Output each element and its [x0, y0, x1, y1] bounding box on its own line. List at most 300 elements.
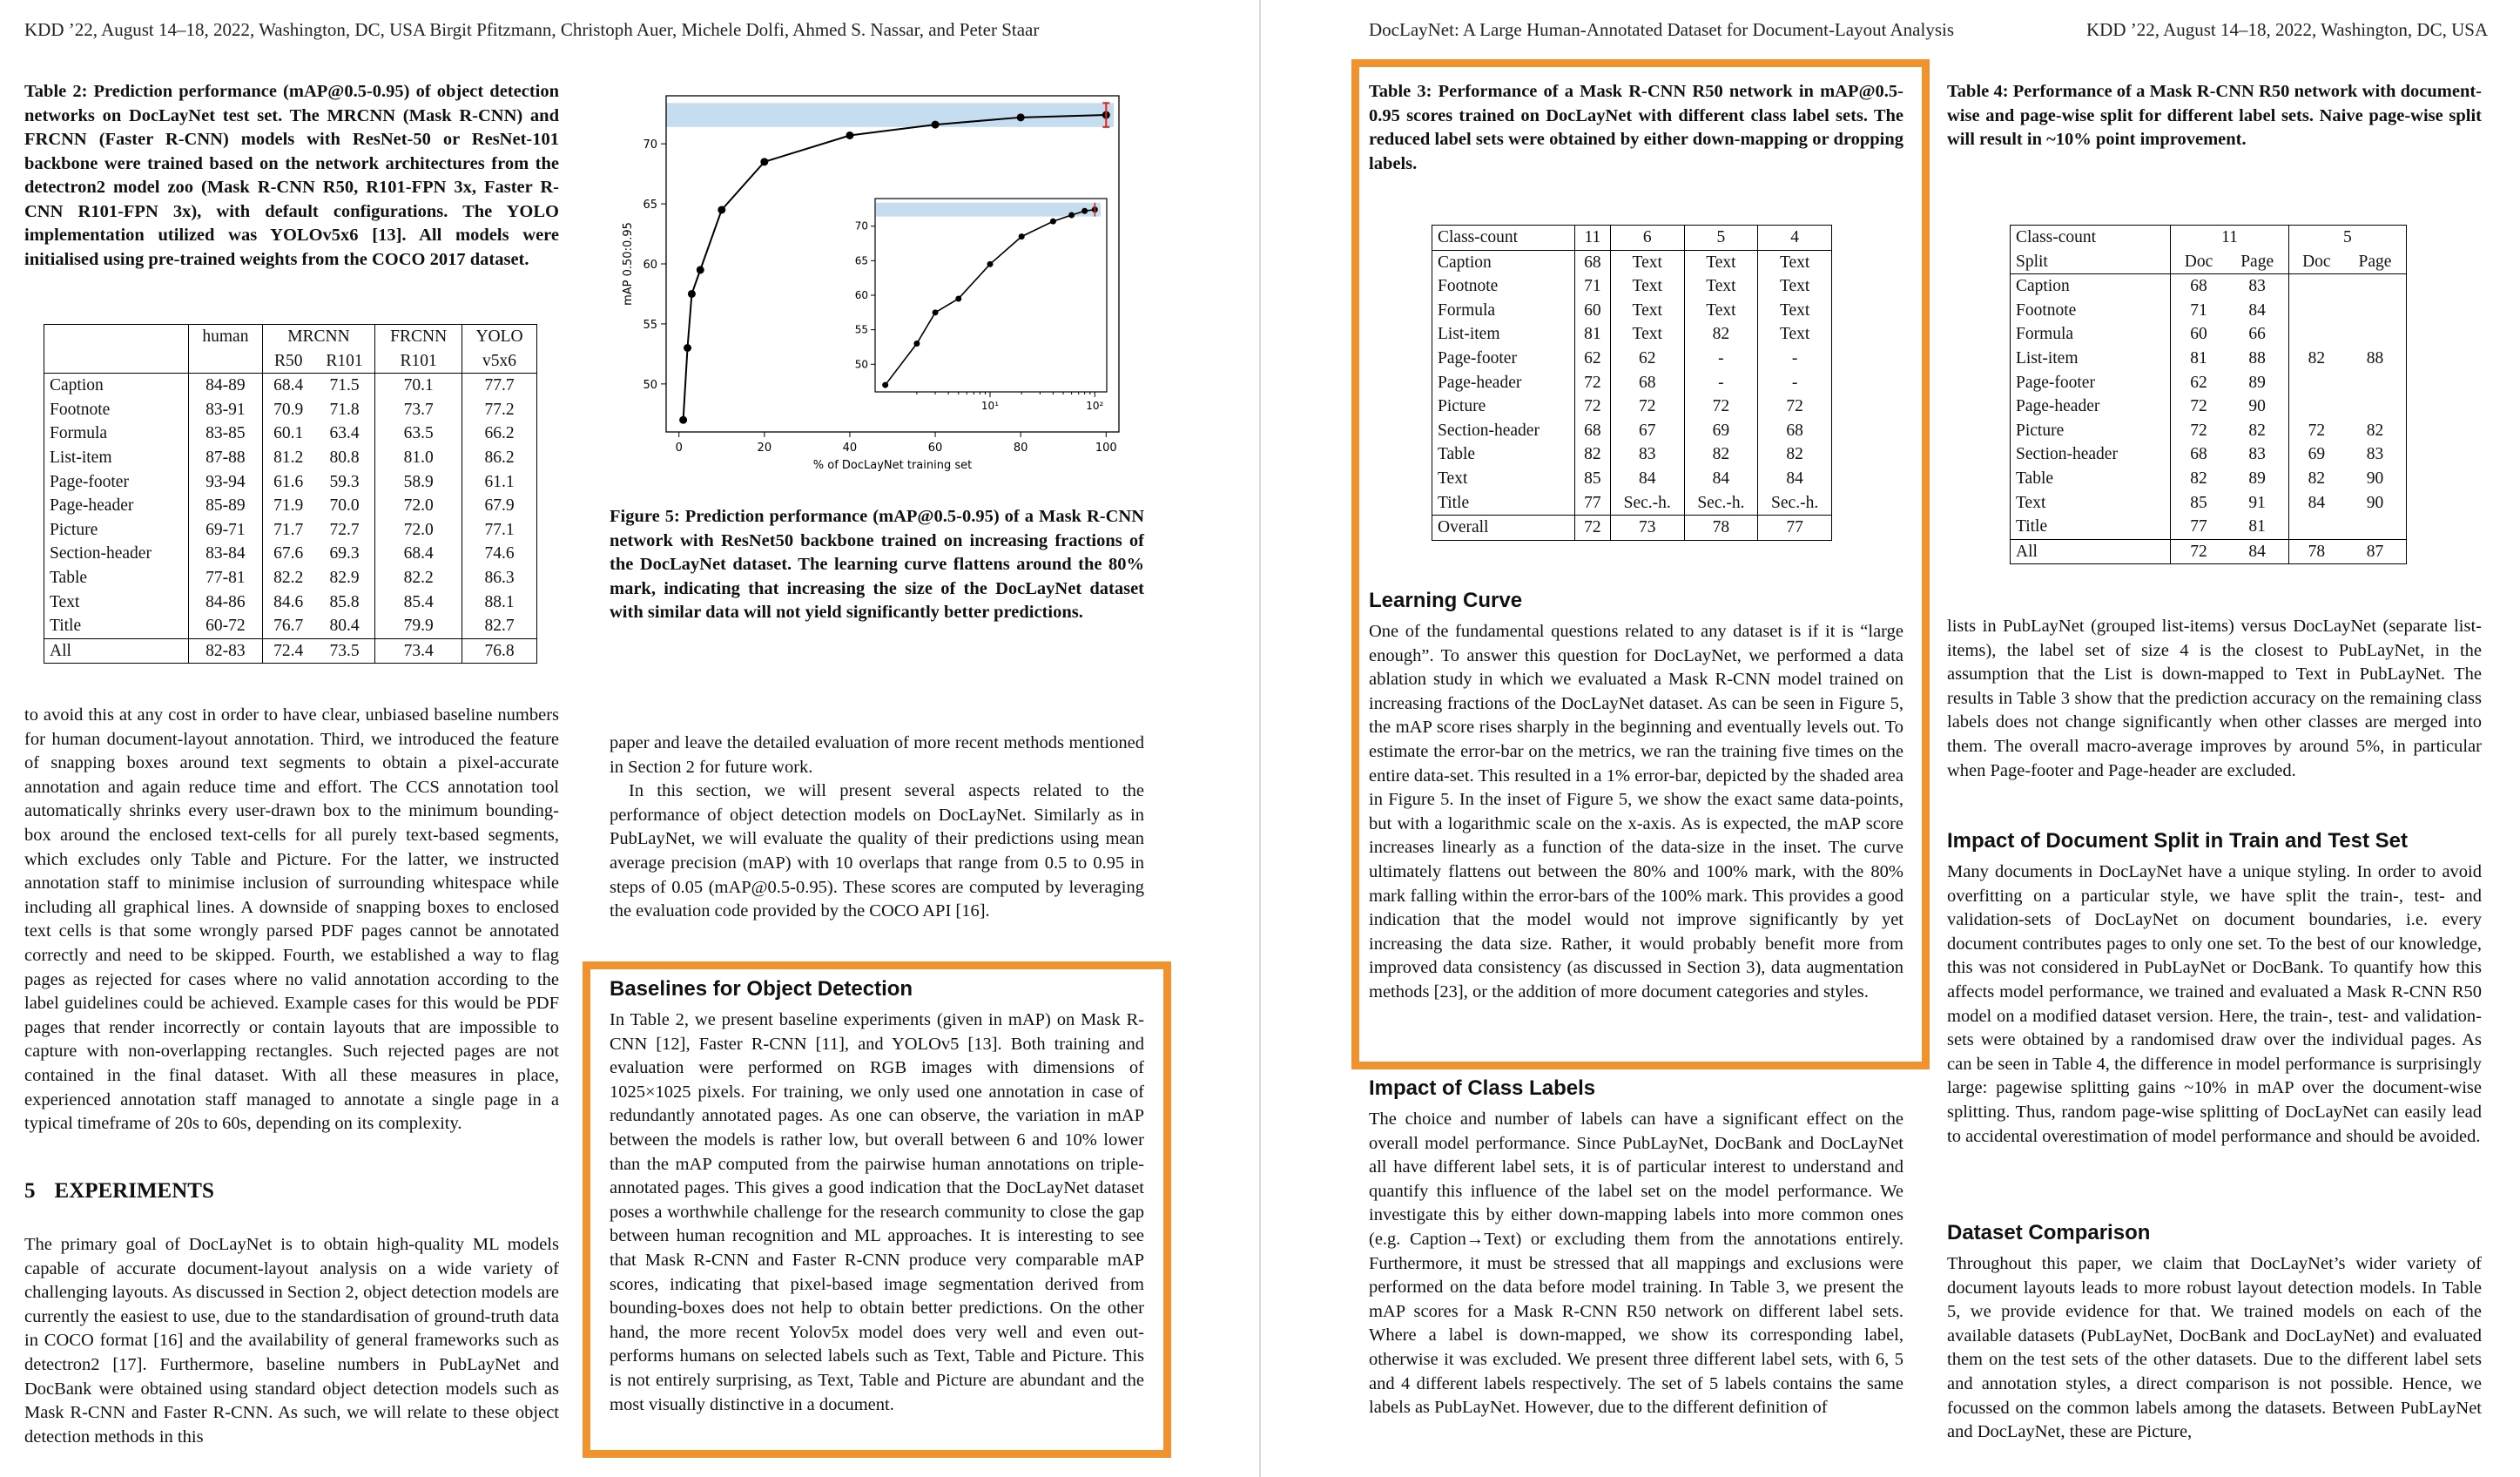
table-cell: 73.5	[314, 638, 375, 664]
table-cell: List-item	[1432, 322, 1575, 347]
table-cell: 82	[1574, 442, 1610, 467]
table-cell: 77.2	[462, 398, 537, 422]
table-cell: 81.2	[273, 448, 304, 467]
inset-y-tick-label: 60	[854, 289, 868, 301]
col2-text	[610, 732, 1144, 924]
table-cell	[2288, 515, 2344, 539]
table-cell: Footnote	[2011, 299, 2171, 323]
table-cell	[2288, 299, 2344, 323]
table-cell: 82	[1684, 322, 1758, 347]
table-cell: 6	[1610, 226, 1684, 251]
subsection-title: Impact of Class Labels	[1369, 1076, 1596, 1100]
table-cell: 71.9	[273, 496, 304, 516]
section-number: 5	[24, 1179, 36, 1203]
table-cell: Caption	[1432, 250, 1575, 274]
table-cell	[44, 349, 189, 374]
table-total-row	[44, 638, 537, 664]
data-point	[679, 416, 687, 424]
learning-curve-section	[1369, 589, 1903, 1005]
table-cell	[2288, 371, 2344, 395]
table-cell: Text	[1758, 299, 1832, 323]
table-row	[1432, 395, 1832, 419]
table-cell: 11	[2171, 226, 2288, 250]
table-cell: 82-83	[189, 638, 262, 664]
table-cell: 72	[1574, 516, 1610, 541]
paragraph: paper and leave the detailed evaluation of more recent methods mentioned in Section 2 for future work.	[610, 733, 1144, 777]
table-cell: 73	[1610, 516, 1684, 541]
table-cell: 62	[1610, 347, 1684, 371]
table-cell: 85.8	[314, 590, 375, 615]
table2-caption: Table 2: Prediction performance (mAP@0.5-0.95) of object detection networks on DocLayNet test set. The MRCNN (Mask R-CNN) and FRCNN (Faster R-CNN) models with ResNet-50 or ResNet-101 backbone were trained based on the network architectures from the detectron2 model zoo (Mask R-CNN R50, R101-FPN 3x, Faster R-CNN R101-FPN 3x), with default configurations. The YOLO implementation utilized was YOLOv5x6 [13]. All models were initialised using pre-trained weights from the COCO 2017 dataset.	[24, 82, 559, 269]
table4	[2010, 225, 2407, 564]
table-cell: 77	[2190, 517, 2207, 536]
table-cell: 69.3	[314, 542, 375, 566]
table-row	[44, 374, 537, 398]
table-cell: 60.1	[273, 424, 304, 443]
table-cell: 76.7	[273, 617, 304, 636]
table-cell: Text	[1758, 250, 1832, 274]
table-row	[1432, 371, 1832, 395]
table-row	[44, 542, 537, 566]
table-cell: 72.0	[375, 518, 462, 543]
table-cell: Split	[2011, 250, 2171, 274]
table-cell: 83-84	[189, 542, 262, 566]
table-cell: 71.7	[273, 520, 304, 539]
x-tick-label: 80	[1013, 442, 1028, 455]
table-cell: -	[1684, 347, 1758, 371]
error-band	[666, 103, 1114, 127]
table-cell: Text	[1684, 274, 1758, 299]
doc-split-paragraph: Many documents in DocLayNet have a unique styling. In order to avoid overfitting on a particular style, we have split the train-, test- and validation-sets of DocLayNet on document boundaries, i.e. every document contributes pages to only one set. To the best of our knowledge, this was not considered in PubLayNet or DocBank. To quantify how this affects model performance, we trained and evaluated a Mask R-CNN R50 model on a modified dataset version. Here, the train-, test- and validation-sets were obtained by a randomised draw over the individual pages. As can be seen in Table 4, the difference in model performance is surprisingly large: pagewise splitting gains ~10% in mAP over the document-wise splitting. Thus, random page-wise splitting of DocLayNet can easily lead to accidental overestimation of model performance and should be avoided.	[1947, 862, 2482, 1146]
table-cell: R101	[375, 349, 462, 374]
table-cell	[2344, 322, 2407, 347]
table-cell: Caption	[44, 374, 189, 398]
table-cell: 70.0	[314, 494, 375, 518]
table-cell	[2288, 274, 2344, 299]
table-cell: 84-89	[189, 374, 262, 398]
table-cell: 90	[2344, 467, 2407, 491]
y-tick-label: 70	[643, 138, 657, 152]
table-cell: Text	[1610, 274, 1684, 299]
table-cell: 82.7	[462, 614, 537, 638]
table-cell: Class-count	[2011, 226, 2171, 250]
table-cell: MRCNN	[262, 325, 375, 349]
table-cell: Text	[1684, 299, 1758, 323]
table-cell: Picture	[2011, 419, 2171, 443]
table-row	[2011, 491, 2407, 516]
table-cell: Page-header	[1432, 371, 1575, 395]
table-row	[1432, 347, 1832, 371]
table-cell: Caption	[2011, 274, 2171, 299]
table-cell: Page	[2227, 250, 2289, 274]
table-cell	[2344, 274, 2407, 299]
table-cell: 71	[1574, 274, 1610, 299]
table-cell: 88	[2227, 347, 2289, 371]
class-labels-paragraph: The choice and number of labels can have a significant effect on the overall model performance. Since PubLayNet, DocBank and DocLayNet all have different label sets, it is of particular interest to understand and quantify this influence of the label set on the model performance. We investigate this by either down-mapping labels into more common ones (e.g. Caption→Text) or excluding them from the annotations entirely. Furthermore, it must be stressed that all mappings and exclusions were performed on the data before model training. In Table 3, we present the mAP scores for a Mask R-CNN R50 network on different label sets. Where a label is down-mapped, we show its corresponding label, otherwise it was excluded. We present three different label sets, with 6, 5 and 4 different labels respectively. The set of 5 labels contains the same labels as PubLayNet. However, due to the different definition of	[1369, 1109, 1903, 1418]
table-cell: Table	[2011, 467, 2171, 491]
table-cell: 68	[2190, 445, 2207, 464]
table-cell: 82.9	[314, 566, 375, 590]
table-cell: 89	[2227, 371, 2289, 395]
data-point	[846, 132, 853, 139]
table-cell: Text	[1610, 322, 1684, 347]
table-cell: YOLO	[462, 325, 537, 349]
table-cell: 81.0	[375, 446, 462, 470]
table-cell: Formula	[44, 422, 189, 446]
table-cell: 82	[1684, 442, 1758, 467]
table-cell: 5	[1684, 226, 1758, 251]
data-point	[688, 290, 696, 298]
subsection-title: Impact of Document Split in Train and Test Set	[1947, 829, 2408, 853]
table-row	[1432, 322, 1832, 347]
table-cell: 84.6	[273, 592, 304, 611]
table-cell: 88.1	[462, 590, 537, 615]
table-cell: Section-header	[1432, 419, 1575, 443]
col1-paragraph: to avoid this at any cost in order to have clear, unbiased baseline numbers for human document-layout annotation. Third, we introduced the feature of snapping boxes around text segments to obtain a pixel-accurate annotation and again reduce time and effort. The CCS annotation tool automatically shrinks every user-drawn box to the minimum bounding-box around the enclosed text-cells for all purely text-based segments, which excludes only Table and Picture. For the latter, we instructed annotation staff to minimise inclusion of surrounding whitespace while including all graphical lines. A downside of snapping boxes to enclosed text cells is that some wrongly parsed PDF pages cannot be annotated correctly and need to be skipped. Fourth, we established a way to flag pages as rejected for cases where no valid annotation according to the label guidelines could be achieved. Example cases for this would be PDF pages that render incorrectly or contain layouts that are impossible to capture with non-overlapping rectangles. Such rejected pages are not contained in the final dataset. With all these measures in place, experienced annotation staff managed to annotate a single page in a typical timeframe of 20s to 60s, depending on its complexity.	[24, 705, 559, 1134]
table-cell: 81	[2227, 515, 2289, 539]
table-row	[1432, 491, 1832, 516]
inset-x-tick-label: 10²	[1086, 400, 1104, 412]
paragraph: In this section, we will present several aspects related to the performance of object detection models on DocLayNet. Similarly as in PubLayNet, we will evaluate the quality of their predictions using mean average precision (mAP) with 10 overlaps that range from 0.5 to 0.95 in steps of 0.05 (mAP@0.5-0.95). These scores are computed by leveraging the evaluation code provided by the COCO API [16].	[610, 781, 1144, 921]
table-row	[44, 446, 537, 470]
table-cell: 85	[1574, 467, 1610, 491]
inset-y-tick-label: 70	[854, 219, 868, 233]
table-cell: 4	[1758, 226, 1832, 251]
table-cell: Sec.-h.	[1758, 491, 1832, 516]
table-cell: 84	[1684, 467, 1758, 491]
table-cell: v5x6	[462, 349, 537, 374]
table-cell: 86.3	[462, 566, 537, 590]
figure5-chart	[605, 87, 1128, 488]
table-cell: 77.7	[462, 374, 537, 398]
table-cell	[44, 325, 189, 349]
table-cell: List-item	[2011, 347, 2171, 371]
table-row	[2011, 467, 2407, 491]
inset-frame	[875, 199, 1107, 392]
x-tick-label: 20	[757, 442, 772, 455]
data-point	[760, 158, 768, 165]
figure5-caption: Figure 5: Prediction performance (mAP@0.5-0.95) of a Mask R-CNN network with ResNet50 backbone trained on increasing fractions of the DocLayNet dataset. The learning curve flattens around the 80% mark, indicating that increasing the size of the DocLayNet dataset with similar data will not yield significantly better predictions.	[610, 507, 1144, 622]
table-row	[1432, 467, 1832, 491]
table-cell: 78	[1684, 516, 1758, 541]
table-cell: 93-94	[189, 470, 262, 495]
table-cell: Text	[2011, 491, 2171, 516]
y-tick-label: 50	[643, 378, 657, 392]
learning-curve-paragraph: One of the fundamental questions related to any dataset is if it is “large enough”. To answer this question for DocLayNet, we performed a data ablation study in which we evaluated a Mask R-CNN model trained on increasing fractions of the DocLayNet dataset. As can be seen in Figure 5, the mAP score rises sharply in the beginning and eventually levels out. To estimate the error-bar on the metrics, we ran the training five times on the entire data-set. This resulted in a 1% error-bar, depicted by the shaded area in Figure 5. In the inset of Figure 5, we show the exact same data-points, but with a logarithmic scale on the x-axis. As is expected, the mAP score increases linearly as a function of the data-size in the inset. The curve ultimately flattens out between the 80% and 100% mark, with the 80% mark falling within the error-bars of the 100% mark. This provides a good indication that the model would not improve significantly by yet increasing the data size. Rather, it would probably benefit more from improved data consistency (as discussed in Section 3), data augmentation methods [23], or the addition of more document categories and styles.	[1369, 622, 1903, 1002]
table-cell: 68.4	[375, 542, 462, 566]
table-cell: Footnote	[1432, 274, 1575, 299]
table-cell: 72	[1684, 395, 1758, 419]
table-cell: 5	[2288, 226, 2406, 250]
inset-y-tick-label: 55	[854, 323, 868, 336]
table-cell: 71.5	[314, 374, 375, 398]
table-cell: 70.9	[273, 400, 304, 419]
table-cell: 82.2	[273, 568, 304, 587]
dataset-comparison-paragraph: Throughout this paper, we claim that DocLayNet’s wider variety of document layouts leads to more robust layout detection models. In Table 5, we provide evidence for that. We trained models on each of the available datasets (PubLayNet, DocBank and DocLayNet) and evaluated them on the test sets of the other datasets. Due to the different label sets and annotation styles, a direct comparison is not possible. Hence, we focussed on the common labels among the datasets. Between PubLayNet and DocLayNet, these are Picture,	[1947, 1254, 2482, 1442]
table-cell: 85.4	[375, 590, 462, 615]
table-cell: 77.1	[462, 518, 537, 543]
table-cell: 59.3	[314, 470, 375, 495]
table-row	[2011, 299, 2407, 323]
table-cell: 84-86	[189, 590, 262, 615]
table-row	[44, 566, 537, 590]
table-cell: List-item	[44, 446, 189, 470]
table-cell: 72	[1574, 371, 1610, 395]
table-cell: 82	[2227, 419, 2289, 443]
table-header-row	[44, 325, 537, 349]
table-cell: 73.7	[375, 398, 462, 422]
data-point	[1017, 113, 1025, 121]
table-cell: 11	[1574, 226, 1610, 251]
x-tick-label: 40	[842, 442, 858, 455]
table-cell: Page-footer	[1432, 347, 1575, 371]
table-cell: 68	[1610, 371, 1684, 395]
table-cell: 83	[2227, 274, 2289, 299]
y-tick-label: 55	[643, 318, 657, 332]
table-row	[2011, 347, 2407, 371]
table-cell: Page-footer	[2011, 371, 2171, 395]
table-cell: Page-header	[44, 494, 189, 518]
table-cell: 68	[2190, 277, 2207, 296]
inset-data-point	[987, 261, 993, 267]
table-cell: 72	[1610, 395, 1684, 419]
x-tick-label: 60	[927, 442, 943, 455]
table-total-row	[1432, 516, 1832, 541]
table-cell: 84	[2308, 493, 2326, 512]
table-cell: Text	[44, 590, 189, 615]
section-title: EXPERIMENTS	[54, 1179, 214, 1203]
table-cell: 82	[2344, 419, 2407, 443]
table-cell: 66	[2227, 322, 2289, 347]
table-row	[2011, 371, 2407, 395]
table-cell: 66.2	[462, 422, 537, 446]
table-cell: Sec.-h.	[1684, 491, 1758, 516]
table-cell: 83-85	[189, 422, 262, 446]
baselines-paragraph: In Table 2, we present baseline experiments (given in mAP) on Mask R-CNN [12], Faster R-CNN [11], and YOLOv5 [13]. Both training and evaluation were performed on RGB images with dimensions of 1025×1025 pixels. For training, we only used one annotation in case of redundantly annotated pages. As one can observe, the variation in mAP between the models is rather low, but overall between 6 and 10% lower than the mAP computed from the pairwise human annotations on triple-annotated pages. This gives a good indication that the DocLayNet dataset poses a worthwhile challenge for the research community to close the gap between human recognition and ML approaches. It is interesting to see that Mask R-CNN and Faster R-CNN produce very comparable mAP scores, indicating that pixel-based image segmentation derived from bounding-boxes does not help to obtain better predictions. On the other hand, the more recent Yolov5x model does very well and even out-performs humans on selected labels such as Text, Table and Picture. This is not entirely surprising, as Text, Table and Picture are abundant and the most visually distinctive in a document.	[610, 1010, 1144, 1414]
x-tick-label: 100	[1095, 442, 1117, 455]
table-cell: 83-91	[189, 398, 262, 422]
inset-error-band	[876, 203, 1101, 217]
table-cell: 67.9	[462, 494, 537, 518]
table-cell: 77-81	[189, 566, 262, 590]
class-labels-section	[1369, 1076, 1903, 1420]
table-cell: Footnote	[44, 398, 189, 422]
table-cell	[2288, 322, 2344, 347]
table-cell: All	[2011, 539, 2171, 564]
dataset-comparison-section	[1947, 1221, 2482, 1445]
table-cell: -	[1758, 371, 1832, 395]
table-row	[2011, 419, 2407, 443]
table-cell: Section-header	[44, 542, 189, 566]
table-cell: 80.8	[314, 446, 375, 470]
x-axis-label: % of DocLayNet training set	[812, 459, 973, 472]
table-cell: 62	[1574, 347, 1610, 371]
table-cell	[2288, 395, 2344, 419]
table-cell: Table	[44, 566, 189, 590]
table-cell: 91	[2227, 491, 2289, 516]
table-cell: 72	[1758, 395, 1832, 419]
table-row	[2011, 395, 2407, 419]
table-cell: 84	[1610, 467, 1684, 491]
table-cell: 72.4	[262, 638, 314, 664]
table-header-row	[1432, 226, 1832, 251]
table-cell: Text	[1610, 299, 1684, 323]
table-cell: 82	[1758, 442, 1832, 467]
table-cell: Class-count	[1432, 226, 1575, 251]
table-cell: 84	[2227, 539, 2289, 564]
table-cell: 68	[1758, 419, 1832, 443]
table-row	[2011, 442, 2407, 467]
table-cell: 77	[1574, 491, 1610, 516]
table-cell: 72	[2190, 397, 2207, 416]
inset-data-point	[955, 295, 961, 301]
table-cell: 81	[1574, 322, 1610, 347]
table-cell: 69	[2308, 445, 2326, 464]
table-cell: Page	[2344, 250, 2407, 274]
inset-data-point	[913, 341, 920, 347]
table-cell: 84	[2227, 299, 2289, 323]
table-cell: 61.6	[273, 472, 304, 491]
table-cell: 71	[2190, 300, 2207, 320]
y-tick-label: 65	[643, 199, 657, 212]
table-cell: Title	[44, 614, 189, 638]
table-cell: 60-72	[189, 614, 262, 638]
table-cell: Page-header	[2011, 395, 2171, 419]
table-cell: Doc	[2288, 250, 2344, 274]
table-cell: 72	[2308, 421, 2326, 440]
inset-data-point	[1019, 233, 1025, 239]
table-cell: Page-footer	[44, 470, 189, 495]
table-cell: 67.6	[273, 544, 304, 563]
table-cell: 87	[2344, 539, 2407, 564]
table-cell: Formula	[2011, 322, 2171, 347]
table-row	[2011, 515, 2407, 539]
table-cell: 85	[2190, 493, 2207, 512]
table-header-row	[44, 349, 537, 374]
table-cell: 83	[1610, 442, 1684, 467]
table-cell: -	[1684, 371, 1758, 395]
table-row	[44, 518, 537, 543]
table-cell: Text	[1432, 467, 1575, 491]
table-row	[44, 494, 537, 518]
table-row	[44, 590, 537, 615]
table-cell: 79.9	[375, 614, 462, 638]
table-cell: Text	[1684, 250, 1758, 274]
table3	[1432, 225, 1832, 541]
inset-data-point	[1081, 208, 1088, 214]
x-tick-label: 0	[675, 442, 683, 455]
table-cell	[189, 349, 262, 374]
table-total-row	[2011, 539, 2407, 564]
table-cell: 77	[1758, 516, 1832, 541]
table-cell: 85-89	[189, 494, 262, 518]
table-row	[1432, 419, 1832, 443]
baselines-section	[610, 977, 1144, 1417]
table-cell: 80.4	[314, 614, 375, 638]
table-cell: Sec.-h.	[1610, 491, 1684, 516]
right-page	[1261, 0, 2520, 1477]
inset-data-point	[1050, 219, 1056, 225]
table-cell: 61.1	[462, 470, 537, 495]
table-row	[44, 398, 537, 422]
data-point	[684, 344, 691, 352]
table4-caption: Table 4: Performance of a Mask R-CNN R50 network with document-wise and page-wise split for different label sets. Naive page-wise split will result in ~10% point improvement.	[1947, 82, 2482, 149]
table-cell: 76.8	[462, 638, 537, 664]
table-row	[44, 422, 537, 446]
data-point	[932, 121, 940, 129]
doc-split-section	[1947, 829, 2482, 1149]
table-cell: 86.2	[462, 446, 537, 470]
table-cell	[2344, 395, 2407, 419]
subsection-title: Baselines for Object Detection	[610, 977, 913, 1001]
table-cell: 90	[2344, 491, 2407, 516]
table-cell: Doc	[2171, 250, 2227, 274]
table-row	[1432, 299, 1832, 323]
running-header-venue: KDD ’22, August 14–18, 2022, Washington, DC, USA	[2086, 19, 2489, 40]
table-header-row	[2011, 250, 2407, 274]
table-cell: 72.0	[375, 494, 462, 518]
table-row	[1432, 274, 1832, 299]
inset-data-point	[1068, 212, 1075, 219]
table-row	[44, 470, 537, 495]
table-row	[2011, 322, 2407, 347]
table-cell: 71.8	[314, 398, 375, 422]
table-cell	[2344, 515, 2407, 539]
table-cell: 67	[1610, 419, 1684, 443]
table-cell: 87-88	[189, 446, 262, 470]
section-heading	[24, 1179, 559, 1204]
table-cell: 81	[2190, 348, 2207, 368]
table-cell: 62	[2190, 373, 2207, 392]
table-cell: Picture	[44, 518, 189, 543]
table-cell: FRCNN	[375, 325, 462, 349]
table-cell: 74.6	[462, 542, 537, 566]
table-cell: Overall	[1432, 516, 1575, 541]
table-cell: 89	[2227, 467, 2289, 491]
table-cell: 72	[2190, 421, 2207, 440]
table-cell: All	[44, 638, 189, 664]
table-cell: 83	[2344, 442, 2407, 467]
table-cell: Text	[1758, 322, 1832, 347]
table-cell: 72.7	[314, 518, 375, 543]
table-cell: 73.4	[375, 638, 462, 664]
left-page	[0, 0, 1259, 1477]
table-row	[2011, 274, 2407, 299]
table-cell: 83	[2227, 442, 2289, 467]
table-cell: R101	[314, 349, 375, 374]
table-cell: Formula	[1432, 299, 1575, 323]
table-cell: 88	[2344, 347, 2407, 371]
table-cell: 60	[1574, 299, 1610, 323]
table-cell: Picture	[1432, 395, 1575, 419]
subsection-title: Learning Curve	[1369, 589, 1523, 612]
table-cell: 63.4	[314, 422, 375, 446]
table-cell: 82	[2308, 348, 2326, 368]
table-cell: 60	[2190, 325, 2207, 344]
table-row	[44, 614, 537, 638]
running-header-title: DocLayNet: A Large Human-Annotated Dataset for Document-Layout Analysis	[1369, 19, 1955, 40]
table-cell: 72	[1574, 395, 1610, 419]
table-cell: 72	[2171, 539, 2227, 564]
table-cell: Title	[2011, 515, 2171, 539]
table-cell	[2344, 299, 2407, 323]
table-cell: human	[189, 325, 262, 349]
data-point	[697, 266, 704, 273]
table-cell: Text	[1758, 274, 1832, 299]
table-cell: 84	[1758, 467, 1832, 491]
table-row	[1432, 442, 1832, 467]
table-header-row	[2011, 226, 2407, 250]
